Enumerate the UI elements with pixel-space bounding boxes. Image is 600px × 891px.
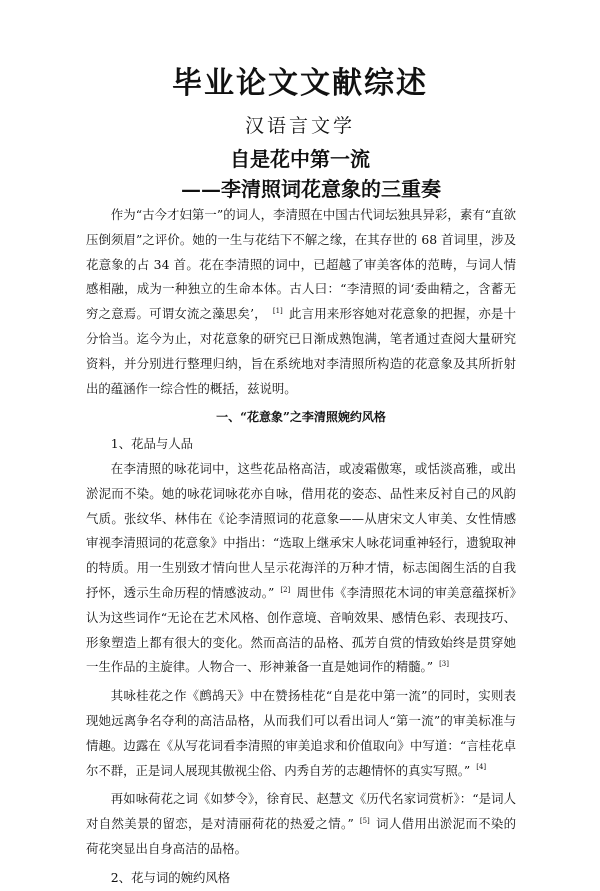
citation-3: [3] — [439, 660, 449, 669]
major-name: 汉语言文学 — [244, 115, 355, 137]
citation-4: [4] — [476, 763, 487, 772]
paper-subtitle: ——李清照词花意象的三重奏 — [181, 177, 441, 201]
citation-1: [1] — [272, 307, 283, 316]
intro-paragraph — [86, 203, 516, 401]
subsection-heading-1: 1、花品与人品 — [110, 436, 194, 452]
citation-5: [5] — [359, 817, 370, 825]
paragraph-2-text-1: 其咏桂花之作《鹧鸪天》中在赞扬桂花“自是花中第一流”的同时，实则表现她远离争名夺利的高洁品格，从而我们可以看出词人“第一流”的审美标准与情趣。边露在《从写花词看李清照的审美追求和价值取向》中写道：“言桂花卓尔不群，正是词人展现其傲视尘俗、内秀自芳的志趣情怀的真实写照。” — [86, 688, 516, 778]
intro-text-2: 此言用来形容她对花意象的把握，亦是十分恰当。迄今为止，对花意象的研究已日渐成熟饱满，笔者通过查阅大量研究资料，并分别进行整理归纳，旨在系统地对李清照所构造的花意象及其所折射出的蕴涵作一综合性的概括，兹说明。 — [86, 306, 516, 396]
document-title: 毕业论文文献综述 — [172, 66, 428, 101]
body-paragraph-2 — [86, 684, 516, 783]
section-heading: 一、“花意象”之李清照婉约风格 — [216, 410, 386, 425]
paragraph-1-text-1: 在李清照的咏花词中，这些花品格高洁，或凌霜傲寒，或恬淡高雅，或出淤泥而不染。她的咏花词咏花亦自咏，借用花的姿态、品性来反衬自己的风韵气质。张纹华、林伟在《论李清照词的花意象——从唐宋文人审美、女性情感审视李清照词的花意象》中指出：“选取上继承宋人咏花词重神轻行，遗貌取神的特质。用一生别致才情向世人呈示花海洋的万种才情，标志闺阁生活的自我抒怀，透示生命历程的情感波动。” — [86, 460, 516, 600]
paragraph-1-text-2: 周世伟《李清照花木词的审美意蕴探析》认为这些词作“无论在艺术风格、创作意境、音响效果、感情色彩、表现技巧、形象塑造上都有很大的变化。然而高洁的品格、孤芳自赏的情致始终是贯穿她一生作品的主旋律。人物合一、形神兼备一直是她词作的精髓。” — [86, 584, 516, 675]
body-paragraph-1 — [86, 457, 516, 680]
document-body — [86, 203, 516, 891]
body-paragraph-3 — [86, 787, 516, 861]
paragraph-3-text-2: 词人借用出淤泥而不染的荷花突显出自身高洁的品格。 — [86, 816, 516, 856]
paragraph-3-text-1: 再如咏荷花之词《如梦令》，徐育民、赵慧文《历代名家词赏析》：“是词人对自然美景的留恋，是对清丽荷花的热爱之情。” — [86, 791, 516, 832]
subsection-heading-2: 2、花与词的婉约风格 — [110, 869, 231, 885]
intro-text-1: 作为“古今才妇第一”的词人，李清照在中国古代词坛独具异彩，素有“直欲压倒须眉”之评价。她的一生与花结下不解之缘，在其存世的 68 首词里，涉及花意象的占 34 首。花在李清照的词中，已超越了审美客体的范畴，与词人情感相融，成为一种独立的生命本体。古人曰：“李清照的词‘委曲精之，含蓄无穷之意焉。可谓女流之藻思矣’， — [86, 207, 516, 322]
citation-2: [2] — [280, 585, 291, 594]
paper-title: 自是花中第一流 — [230, 147, 370, 171]
